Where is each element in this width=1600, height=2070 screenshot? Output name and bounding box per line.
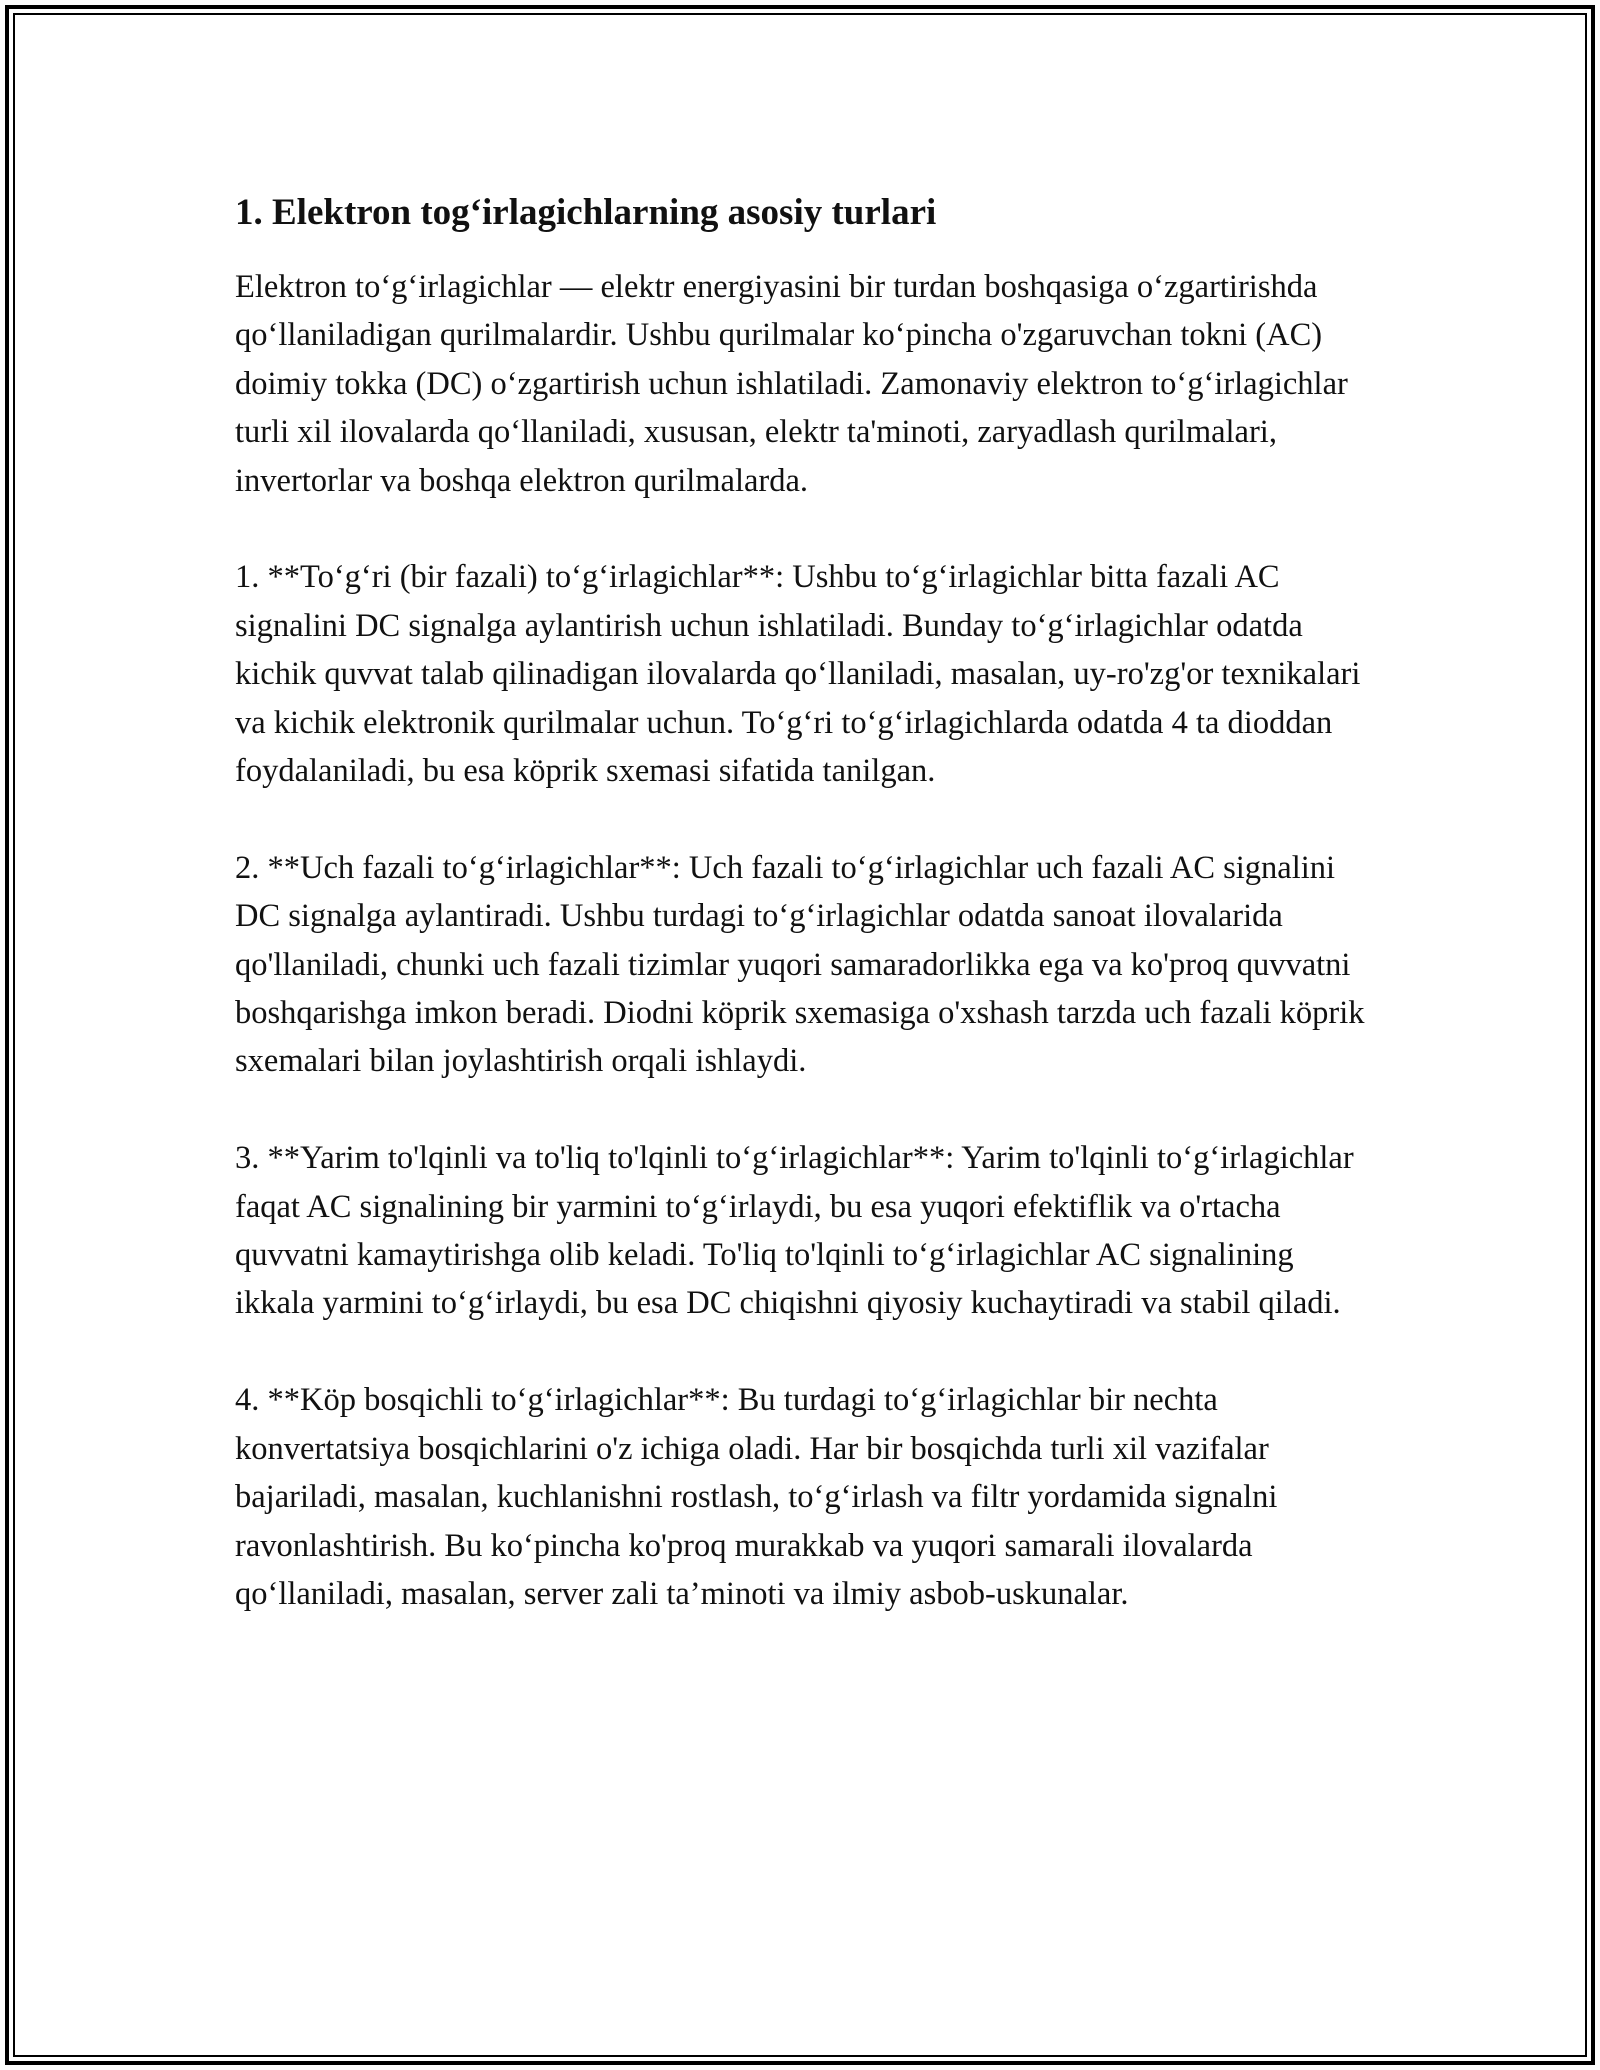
paragraph-three-phase: 2. **Uch fazali to‘g‘irlagichlar**: Uch fazali to‘g‘irlagichlar uch fazali AC signalini DC signalga aylantiradi. Ushbu turdagi to‘g‘irlagichlar odatda sanoat ilovalarida qo'llaniladi, chunki uch fazali tizimlar yuqori samaradorlikka ega va ko'proq quvvatni boshqarishga imkon beradi. Diodni köprik sxemasiga o'xshash tarzda uch fazali köprik sxemalari bilan joylashtirish orqali ishlaydi.	[235, 849, 1365, 1080]
intro-paragraph: Elektron to‘g‘irlagichlar — elektr energiyasini bir turdan boshqasiga o‘zgartirishda qo‘llaniladigan qurilmalardir. Ushbu qurilmalar ko‘pincha o'zgaruvchan tokni (AC) doimiy tokka (DC) o‘zgartirish uchun ishlatiladi. Zamonaviy elektron to‘g‘irlagichlar turli xil ilovalarda qo‘llaniladi, xususan, elektr ta'minoti, zaryadlash qurilmalari, invertorlar va boshqa elektron qurilmalarda.	[235, 269, 1348, 499]
paragraph-half-full-wave: 3. **Yarim to'lqinli va to'liq to'lqinli to‘g‘irlagichlar**: Yarim to'lqinli to‘g‘irlagichlar faqat AC signalining bir yarmini to‘g‘irlaydi, bu esa yuqori efektiflik va o'rtacha quvvatni kamaytirishga olib keladi. To'liq to'lqinli to‘g‘irlagichlar AC signalining ikkala yarmini to‘g‘irlaydi, bu esa DC chiqishni qiyosiy kuchaytiradi va stabil qiladi.	[235, 1140, 1354, 1322]
document-body	[235, 185, 1375, 1667]
paragraph-single-phase: 1. **To‘g‘ri (bir fazali) to‘g‘irlagichlar**: Ushbu to‘g‘irlagichlar bitta fazali AC signalini DC signalga aylantirish uchun ishlatiladi. Bunday to‘g‘irlagichlar odatda kichik quvvat talab qilinadigan ilovalarda qo‘llaniladi, masalan, uy-ro'zg'or texnikalari va kichik elektronik qurilmalar uchun. To‘g‘ri to‘g‘irlagichlarda odatda 4 ta dioddan foydalaniladi, bu esa köprik sxemasi sifatida tanilgan.	[235, 559, 1361, 790]
paragraph-multistage: 4. **Köp bosqichli to‘g‘irlagichlar**: Bu turdagi to‘g‘irlagichlar bir nechta konvertatsiya bosqichlarini o'z ichiga oladi. Har bir bosqichda turli xil vazifalar bajariladi, masalan, kuchlanishni rostlash, to‘g‘irlash va filtr yordamida signalni ravonlashtirish. Bu ko‘pincha ko'proq murakkab va yuqori samarali ilovalarda qo‘llaniladi, masalan, server zali ta’minoti va ilmiy asbob-uskunalar.	[235, 1382, 1278, 1612]
section-heading: 1. Elektron tog‘irlagichlarning asosiy turlari	[235, 192, 937, 233]
